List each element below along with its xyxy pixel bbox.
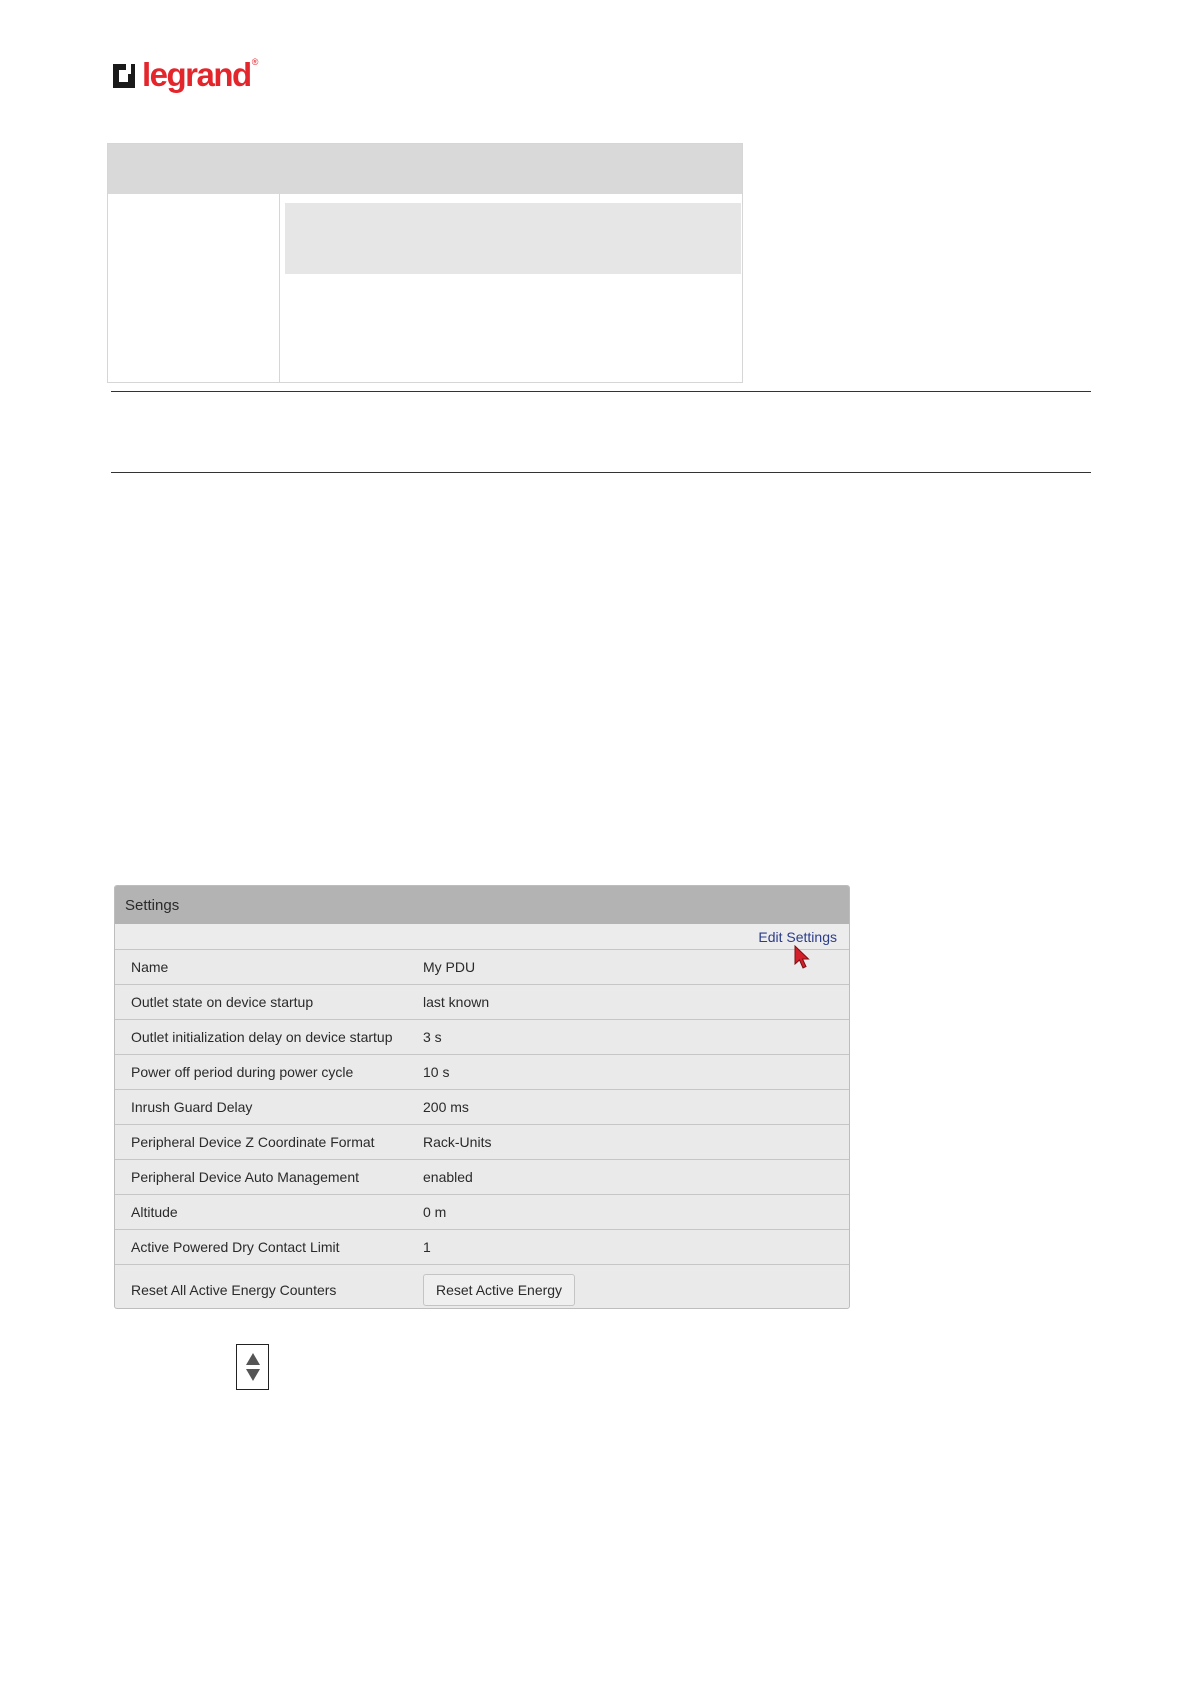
- settings-row-label: Altitude: [131, 1204, 178, 1220]
- settings-row: [115, 1090, 849, 1125]
- settings-row-value: My PDU: [423, 959, 476, 975]
- settings-toolbar: [115, 924, 849, 950]
- settings-row-value: 10 s: [423, 1064, 450, 1080]
- settings-row: [115, 950, 849, 985]
- settings-row-value: last known: [423, 994, 490, 1010]
- settings-row: [115, 1160, 849, 1195]
- settings-row-label: Name: [131, 959, 169, 975]
- settings-panel-title: Settings: [115, 886, 849, 924]
- note-top-rule: [111, 391, 1091, 392]
- settings-row: [115, 1020, 849, 1055]
- settings-row-value: 3 s: [423, 1029, 442, 1045]
- reset-active-energy-button[interactable]: Reset Active Energy: [423, 1274, 575, 1306]
- sort-up-down-icon: [236, 1344, 269, 1390]
- settings-row-value: 1: [423, 1239, 431, 1255]
- settings-row-value: 200 ms: [423, 1099, 469, 1115]
- legrand-wordmark: legrand: [142, 55, 251, 93]
- settings-row-label: Power off period during power cycle: [131, 1064, 354, 1080]
- legrand-logo-mark: [113, 62, 137, 90]
- settings-row-value: 0 m: [423, 1204, 447, 1220]
- settings-row: [115, 985, 849, 1020]
- settings-row: [115, 1055, 849, 1090]
- settings-rows: [115, 950, 849, 1265]
- settings-row-label: Peripheral Device Z Coordinate Format: [131, 1134, 375, 1150]
- mouse-pointer-icon: [793, 945, 811, 971]
- edit-settings-link[interactable]: Edit Settings: [758, 929, 837, 945]
- info-table-header: [108, 144, 742, 194]
- settings-row-label: Active Powered Dry Contact Limit: [131, 1239, 340, 1255]
- settings-panel: [114, 885, 850, 1309]
- settings-row-value: enabled: [423, 1169, 473, 1185]
- settings-row-label: Peripheral Device Auto Management: [131, 1169, 360, 1185]
- settings-row-value: Rack-Units: [423, 1134, 492, 1150]
- settings-row: [115, 1230, 849, 1265]
- info-table-note-band: [285, 203, 741, 274]
- legrand-logo: [113, 56, 257, 96]
- reset-energy-row: [115, 1265, 849, 1309]
- info-table-left-column: [108, 194, 280, 382]
- settings-row-label: Outlet state on device startup: [131, 994, 314, 1010]
- settings-row: [115, 1125, 849, 1160]
- reset-energy-label: Reset All Active Energy Counters: [131, 1282, 337, 1298]
- note-bottom-rule: [111, 472, 1091, 473]
- settings-row: [115, 1195, 849, 1230]
- registered-mark: ®: [251, 57, 259, 67]
- settings-row-label: Inrush Guard Delay: [131, 1099, 253, 1115]
- info-table: [107, 143, 743, 383]
- settings-row-label: Outlet initialization delay on device startup: [131, 1029, 393, 1045]
